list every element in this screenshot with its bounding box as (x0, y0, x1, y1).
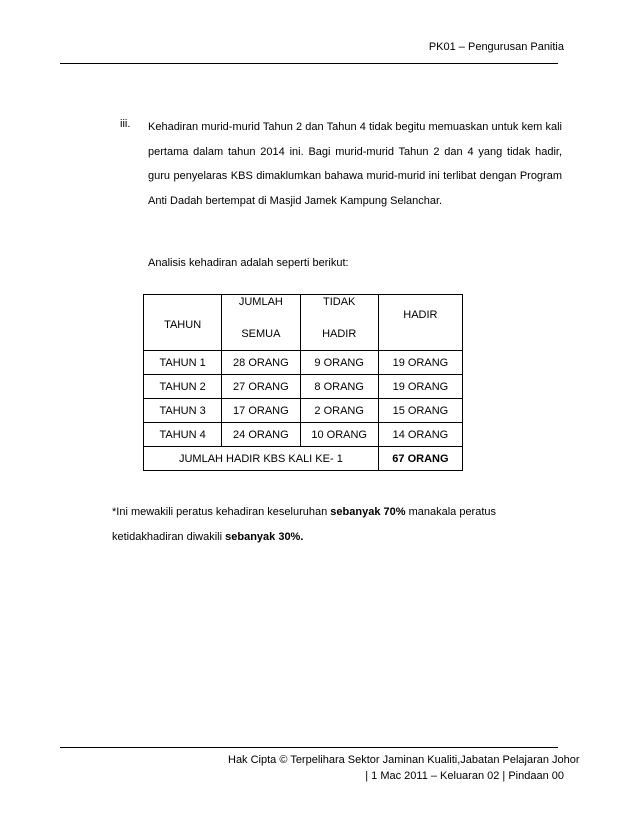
header-jumlah-semua (222, 295, 300, 351)
cell-hadir: 19 ORANG (378, 375, 462, 399)
table-total-row (144, 447, 463, 471)
note-text-1: *Ini mewakili peratus kehadiran keseluruhan (112, 506, 331, 518)
header-rule (60, 63, 558, 64)
table-row (144, 375, 463, 399)
footer-version: | 1 Mac 2011 – Keluaran 02 | Pindaan 00 (365, 770, 564, 782)
item-paragraph: Kehadiran murid-murid Tahun 2 dan Tahun 4 tidak begitu memuaskan untuk kem kali pertama dalam tahun 2014 ini. Bagi murid-murid Tahun 2 dan 4 yang tidak hadir, guru penyelaras KBS dimaklumkan bahawa murid-murid ini terlibat dengan Program Anti Dadah bertempat di Masjid Jamek Kampung Selanchar. (148, 121, 562, 207)
table-row (144, 423, 463, 447)
header-tidak-hadir (300, 295, 378, 351)
header-tahun-label: TAHUN (164, 319, 202, 331)
header-tidak-line1: TIDAK (322, 296, 356, 308)
cell-jumlah: 17 ORANG (222, 399, 300, 423)
header-tahun (144, 295, 222, 351)
cell-hadir: 14 ORANG (378, 423, 462, 447)
cell-tahun: TAHUN 2 (144, 375, 222, 399)
table-row (144, 399, 463, 423)
footer-copyright: Hak Cipta © Terpelihara Sektor Jaminan Kualiti,Jabatan Pelajaran Johor (228, 754, 580, 766)
note-bold-1: sebanyak 70% (330, 506, 406, 518)
item-number: iii. (120, 118, 131, 130)
footer-rule (60, 747, 558, 748)
page-header: PK01 – Pengurusan Panitia (428, 41, 564, 53)
cell-tidak-hadir: 9 ORANG (300, 351, 378, 375)
cell-tidak-hadir: 8 ORANG (300, 375, 378, 399)
cell-tahun: TAHUN 1 (144, 351, 222, 375)
note-text-2: manakala peratus ketidakhadiran diwakili (112, 506, 497, 543)
total-value: 67 ORANG (378, 447, 462, 471)
analysis-intro: Analisis kehadiran adalah seperti berikut: (148, 257, 349, 269)
header-jumlah-line2: SEMUA (241, 328, 281, 340)
cell-tidak-hadir: 10 ORANG (300, 423, 378, 447)
total-label: JUMLAH HADIR KBS KALI KE- 1 (144, 447, 379, 471)
table-row (144, 351, 463, 375)
table-header-row (144, 295, 463, 351)
attendance-table (143, 294, 463, 471)
header-tidak-line2: HADIR (322, 328, 357, 340)
cell-jumlah: 28 ORANG (222, 351, 300, 375)
note-bold-2: sebanyak 30%. (225, 530, 304, 543)
summary-note (112, 500, 562, 549)
cell-tidak-hadir: 2 ORANG (300, 399, 378, 423)
cell-jumlah: 27 ORANG (222, 375, 300, 399)
header-jumlah-line1: JUMLAH (238, 296, 283, 308)
cell-hadir: 15 ORANG (378, 399, 462, 423)
header-hadir-label: HADIR (403, 309, 438, 321)
header-hadir (378, 295, 462, 351)
cell-jumlah: 24 ORANG (222, 423, 300, 447)
cell-tahun: TAHUN 4 (144, 423, 222, 447)
cell-tahun: TAHUN 3 (144, 399, 222, 423)
cell-hadir: 19 ORANG (378, 351, 462, 375)
